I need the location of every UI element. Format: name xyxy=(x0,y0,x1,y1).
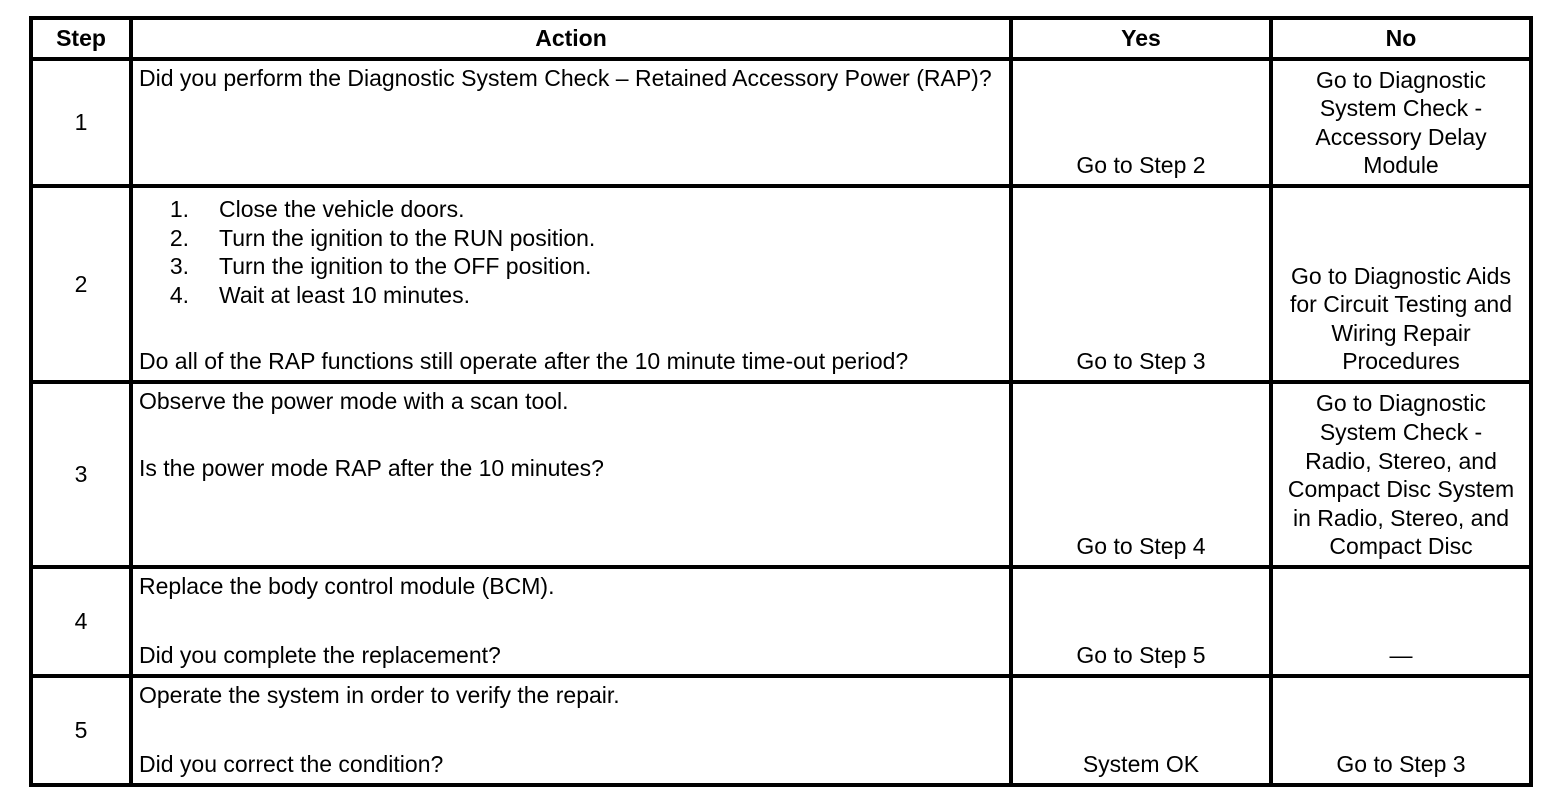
no-line: System Check - xyxy=(1319,95,1483,122)
no-line: Procedures xyxy=(1342,348,1460,375)
no-cell xyxy=(1271,59,1531,186)
no-line: Go to Diagnostic xyxy=(1315,66,1487,93)
header-no: No xyxy=(1271,18,1531,59)
yes-cell: System OK xyxy=(1011,676,1271,785)
table-row xyxy=(31,382,1531,567)
list-item xyxy=(139,252,1003,281)
no-line: for Circuit Testing and xyxy=(1289,291,1512,318)
action-question: Did you correct the condition? xyxy=(139,751,444,778)
action-text: Did you perform the Diagnostic System Check – Retained Accessory Power (RAP)? xyxy=(139,65,992,91)
action-cell xyxy=(131,59,1011,186)
header-step: Step xyxy=(31,18,131,59)
no-cell: Go to Step 3 xyxy=(1271,676,1531,785)
list-item-text: Close the vehicle doors. xyxy=(219,196,465,222)
header-yes: Yes xyxy=(1011,18,1271,59)
action-question: Is the power mode RAP after the 10 minutes? xyxy=(139,454,604,481)
action-step-list xyxy=(139,195,1003,309)
action-cell xyxy=(131,676,1011,785)
action-text: Replace the body control module (BCM). xyxy=(139,573,555,599)
no-line: Compact Disc xyxy=(1329,533,1473,560)
list-item-text: Turn the ignition to the RUN position. xyxy=(219,224,596,251)
step-number: 2 xyxy=(31,186,131,382)
action-question: Do all of the RAP functions still operate after the 10 minute time-out period? xyxy=(139,348,909,375)
action-cell xyxy=(131,186,1011,382)
yes-cell: Go to Step 5 xyxy=(1011,567,1271,676)
yes-cell: Go to Step 3 xyxy=(1011,186,1271,382)
list-item-number: 2. xyxy=(169,224,189,251)
no-line: System Check - xyxy=(1319,419,1483,446)
list-item-number: 1. xyxy=(169,196,189,222)
no-cell xyxy=(1271,382,1531,567)
step-number: 4 xyxy=(31,567,131,676)
table-row xyxy=(31,567,1531,676)
yes-cell: Go to Step 2 xyxy=(1011,59,1271,186)
list-item-number: 3. xyxy=(169,253,189,280)
no-line: Radio, Stereo, and xyxy=(1305,447,1497,474)
no-line: Module xyxy=(1363,152,1439,179)
action-text: Observe the power mode with a scan tool. xyxy=(139,388,569,414)
yes-cell: Go to Step 4 xyxy=(1011,382,1271,567)
no-line: Compact Disc System xyxy=(1287,476,1515,503)
action-question: Did you complete the replacement? xyxy=(139,642,501,669)
table-row xyxy=(31,186,1531,382)
no-line: Wiring Repair xyxy=(1331,319,1471,346)
no-line: in Radio, Stereo, and xyxy=(1292,504,1510,531)
no-line: Go to Diagnostic xyxy=(1315,390,1487,417)
action-cell xyxy=(131,382,1011,567)
list-item xyxy=(139,195,1003,224)
no-line: Go to Diagnostic Aids xyxy=(1291,262,1511,289)
table-row xyxy=(31,676,1531,785)
step-number: 1 xyxy=(31,59,131,186)
action-cell xyxy=(131,567,1011,676)
action-text: Operate the system in order to verify the repair. xyxy=(139,682,620,708)
step-number: 3 xyxy=(31,382,131,567)
no-cell xyxy=(1271,186,1531,382)
diagnostic-table xyxy=(29,16,1533,787)
table-row xyxy=(31,59,1531,186)
step-number: 5 xyxy=(31,676,131,785)
list-item xyxy=(139,224,1003,253)
no-line: Accessory Delay xyxy=(1315,123,1487,150)
list-item-number: 4. xyxy=(169,281,189,308)
list-item-text: Turn the ignition to the OFF position. xyxy=(219,253,592,280)
header-action: Action xyxy=(131,18,1011,59)
no-cell: — xyxy=(1271,567,1531,676)
list-item-text: Wait at least 10 minutes. xyxy=(219,281,470,308)
list-item xyxy=(139,281,1003,310)
header-row xyxy=(31,18,1531,59)
